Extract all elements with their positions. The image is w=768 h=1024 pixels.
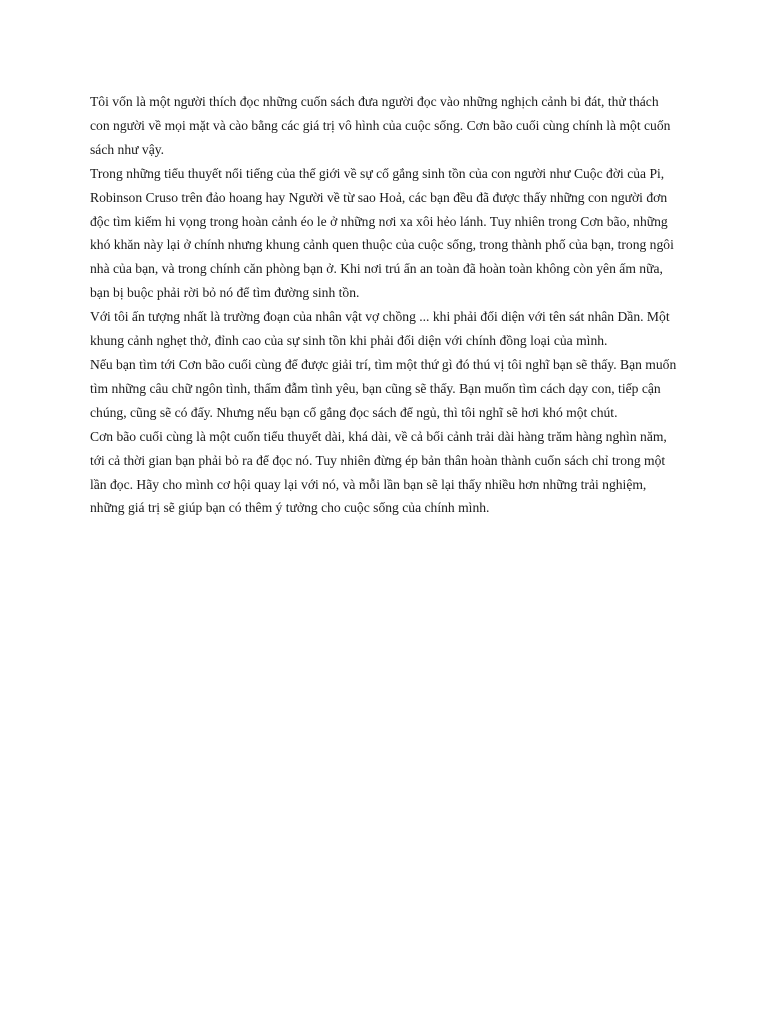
paragraph-impression: Với tôi ấn tượng nhất là trường đoạn của nhân vật vợ chồng ... khi phải đối diện với tên sát nhân Dần. Một khung cảnh nghẹt thở, đỉnh cao của sự sinh tồn khi phải đối diện với chính đồng loại của mình. [90,309,670,349]
paragraph-survival-novels: Trong những tiểu thuyết nổi tiếng của thế giới về sự cố gắng sinh tồn của con người như Cuộc đời của Pi, Robinson Cruso trên đảo hoang hay Người về từ sao Hoả, các bạn đều đã được thấy những con người đơn độc tìm kiếm hi vọng trong hoàn cảnh éo le ở những nơi xa xôi hẻo lánh. Tuy nhiên trong Cơn bão, những khó khăn này lại ở chính nhưng khung cảnh quen thuộc của cuộc sống, trong thành phố của bạn, trong ngôi nhà của bạn, và trong chính căn phòng bạn ở. Khi nơi trú ẩn an toàn đã hoàn toàn không còn yên ấm nữa, bạn bị buộc phải rời bỏ nó để tìm đường sinh tồn. [90,165,674,301]
paragraph-conclusion: Cơn bão cuối cùng là một cuốn tiểu thuyết dài, khá dài, về cả bối cảnh trải dài hàng trăm hàng nghìn năm, tới cả thời gian bạn phải bỏ ra để đọc nó. Tuy nhiên đừng ép bản thân hoàn thành cuốn sách chỉ trong một lần đọc. Hãy cho mình cơ hội quay lại với nó, và mỗi lần bạn sẽ lại thấy nhiều hơn những trải nghiệm, những giá trị sẽ giúp bạn có thêm ý tưởng cho cuộc sống của chính mình. [90,428,667,516]
document-body [90,90,680,520]
paragraph-intro: Tôi vốn là một người thích đọc những cuốn sách đưa người đọc vào những nghịch cảnh bi đát, thử thách con người về mọi mặt và cào bằng các giá trị vô hình của cuộc sống. Cơn bão cuối cùng chính là một cuốn sách như vậy. [90,94,671,157]
paragraph-reader-expectations: Nếu bạn tìm tới Cơn bão cuối cùng để được giải trí, tìm một thứ gì đó thú vị tôi nghĩ bạn sẽ thấy. Bạn muốn tìm những câu chữ ngôn tình, thấm đẫm tình yêu, bạn cũng sẽ thấy. Bạn muốn tìm cách dạy con, tiếp cận chúng, cũng sẽ có đấy. Nhưng nếu bạn cố gắng đọc sách để ngủ, thì tôi nghĩ sẽ hơi khó một chút. [90,356,677,420]
